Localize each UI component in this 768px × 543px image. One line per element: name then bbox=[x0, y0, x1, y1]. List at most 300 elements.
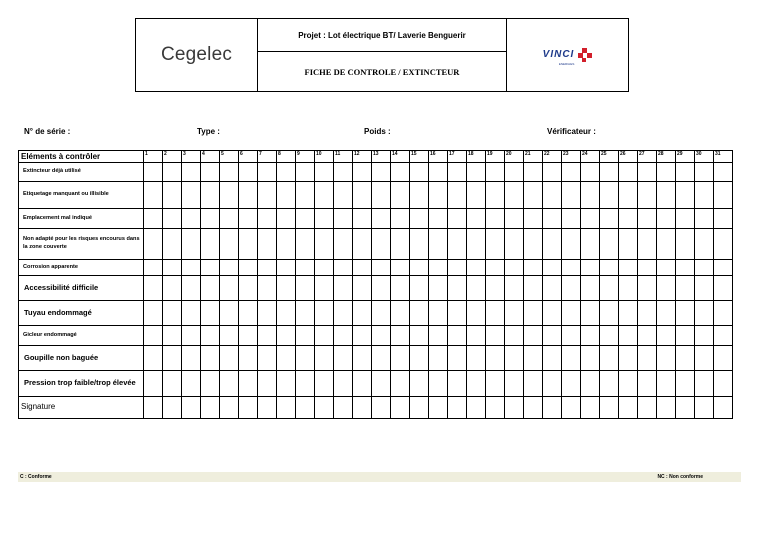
check-cell[interactable] bbox=[619, 229, 638, 260]
check-cell[interactable] bbox=[657, 276, 676, 301]
check-cell[interactable] bbox=[239, 301, 258, 326]
check-cell[interactable] bbox=[334, 397, 353, 419]
check-cell[interactable] bbox=[315, 260, 334, 276]
check-cell[interactable] bbox=[372, 260, 391, 276]
check-cell[interactable] bbox=[543, 346, 562, 371]
check-cell[interactable] bbox=[581, 229, 600, 260]
check-cell[interactable] bbox=[695, 229, 714, 260]
check-cell[interactable] bbox=[391, 276, 410, 301]
check-cell[interactable] bbox=[562, 182, 581, 209]
check-cell[interactable] bbox=[486, 301, 505, 326]
check-cell[interactable] bbox=[467, 276, 486, 301]
check-cell[interactable] bbox=[144, 371, 163, 397]
check-cell[interactable] bbox=[467, 209, 486, 229]
check-cell[interactable] bbox=[543, 209, 562, 229]
check-cell[interactable] bbox=[353, 371, 372, 397]
check-cell[interactable] bbox=[410, 276, 429, 301]
check-cell[interactable] bbox=[448, 229, 467, 260]
check-cell[interactable] bbox=[619, 276, 638, 301]
check-cell[interactable] bbox=[448, 346, 467, 371]
check-cell[interactable] bbox=[391, 163, 410, 182]
check-cell[interactable] bbox=[619, 182, 638, 209]
check-cell[interactable] bbox=[524, 326, 543, 346]
check-cell[interactable] bbox=[524, 209, 543, 229]
check-cell[interactable] bbox=[695, 276, 714, 301]
check-cell[interactable] bbox=[391, 346, 410, 371]
check-cell[interactable] bbox=[676, 209, 695, 229]
check-cell[interactable] bbox=[467, 371, 486, 397]
check-cell[interactable] bbox=[543, 229, 562, 260]
check-cell[interactable] bbox=[638, 371, 657, 397]
check-cell[interactable] bbox=[638, 326, 657, 346]
check-cell[interactable] bbox=[277, 209, 296, 229]
check-cell[interactable] bbox=[486, 229, 505, 260]
check-cell[interactable] bbox=[334, 209, 353, 229]
check-cell[interactable] bbox=[714, 260, 733, 276]
check-cell[interactable] bbox=[144, 397, 163, 419]
check-cell[interactable] bbox=[600, 301, 619, 326]
check-cell[interactable] bbox=[486, 397, 505, 419]
check-cell[interactable] bbox=[220, 182, 239, 209]
check-cell[interactable] bbox=[334, 276, 353, 301]
check-cell[interactable] bbox=[448, 371, 467, 397]
check-cell[interactable] bbox=[714, 182, 733, 209]
check-cell[interactable] bbox=[258, 326, 277, 346]
check-cell[interactable] bbox=[353, 326, 372, 346]
check-cell[interactable] bbox=[296, 301, 315, 326]
check-cell[interactable] bbox=[201, 371, 220, 397]
check-cell[interactable] bbox=[315, 301, 334, 326]
check-cell[interactable] bbox=[296, 229, 315, 260]
check-cell[interactable] bbox=[258, 260, 277, 276]
check-cell[interactable] bbox=[258, 209, 277, 229]
check-cell[interactable] bbox=[201, 346, 220, 371]
check-cell[interactable] bbox=[581, 346, 600, 371]
check-cell[interactable] bbox=[429, 326, 448, 346]
check-cell[interactable] bbox=[258, 346, 277, 371]
check-cell[interactable] bbox=[334, 371, 353, 397]
check-cell[interactable] bbox=[163, 397, 182, 419]
check-cell[interactable] bbox=[676, 326, 695, 346]
check-cell[interactable] bbox=[410, 182, 429, 209]
check-cell[interactable] bbox=[695, 301, 714, 326]
check-cell[interactable] bbox=[429, 346, 448, 371]
check-cell[interactable] bbox=[410, 301, 429, 326]
check-cell[interactable] bbox=[220, 301, 239, 326]
check-cell[interactable] bbox=[657, 326, 676, 346]
check-cell[interactable] bbox=[182, 326, 201, 346]
check-cell[interactable] bbox=[543, 163, 562, 182]
check-cell[interactable] bbox=[486, 371, 505, 397]
check-cell[interactable] bbox=[467, 163, 486, 182]
check-cell[interactable] bbox=[581, 276, 600, 301]
check-cell[interactable] bbox=[353, 260, 372, 276]
check-cell[interactable] bbox=[714, 346, 733, 371]
check-cell[interactable] bbox=[353, 209, 372, 229]
check-cell[interactable] bbox=[163, 276, 182, 301]
check-cell[interactable] bbox=[600, 346, 619, 371]
check-cell[interactable] bbox=[410, 346, 429, 371]
check-cell[interactable] bbox=[486, 163, 505, 182]
check-cell[interactable] bbox=[201, 163, 220, 182]
check-cell[interactable] bbox=[391, 326, 410, 346]
check-cell[interactable] bbox=[372, 182, 391, 209]
check-cell[interactable] bbox=[277, 301, 296, 326]
check-cell[interactable] bbox=[258, 229, 277, 260]
check-cell[interactable] bbox=[657, 301, 676, 326]
check-cell[interactable] bbox=[638, 209, 657, 229]
check-cell[interactable] bbox=[543, 276, 562, 301]
check-cell[interactable] bbox=[581, 260, 600, 276]
check-cell[interactable] bbox=[695, 371, 714, 397]
check-cell[interactable] bbox=[391, 397, 410, 419]
check-cell[interactable] bbox=[562, 276, 581, 301]
check-cell[interactable] bbox=[258, 371, 277, 397]
check-cell[interactable] bbox=[372, 397, 391, 419]
check-cell[interactable] bbox=[239, 229, 258, 260]
check-cell[interactable] bbox=[182, 276, 201, 301]
check-cell[interactable] bbox=[258, 301, 277, 326]
check-cell[interactable] bbox=[581, 209, 600, 229]
check-cell[interactable] bbox=[296, 371, 315, 397]
check-cell[interactable] bbox=[600, 326, 619, 346]
check-cell[interactable] bbox=[524, 260, 543, 276]
check-cell[interactable] bbox=[163, 209, 182, 229]
check-cell[interactable] bbox=[239, 209, 258, 229]
check-cell[interactable] bbox=[448, 397, 467, 419]
check-cell[interactable] bbox=[296, 276, 315, 301]
check-cell[interactable] bbox=[277, 326, 296, 346]
check-cell[interactable] bbox=[163, 301, 182, 326]
check-cell[interactable] bbox=[562, 346, 581, 371]
check-cell[interactable] bbox=[505, 397, 524, 419]
check-cell[interactable] bbox=[429, 260, 448, 276]
check-cell[interactable] bbox=[505, 209, 524, 229]
check-cell[interactable] bbox=[201, 276, 220, 301]
check-cell[interactable] bbox=[258, 276, 277, 301]
check-cell[interactable] bbox=[467, 326, 486, 346]
check-cell[interactable] bbox=[543, 397, 562, 419]
check-cell[interactable] bbox=[581, 326, 600, 346]
check-cell[interactable] bbox=[353, 346, 372, 371]
check-cell[interactable] bbox=[505, 163, 524, 182]
check-cell[interactable] bbox=[182, 163, 201, 182]
check-cell[interactable] bbox=[353, 163, 372, 182]
check-cell[interactable] bbox=[505, 182, 524, 209]
check-cell[interactable] bbox=[505, 229, 524, 260]
check-cell[interactable] bbox=[657, 397, 676, 419]
check-cell[interactable] bbox=[524, 182, 543, 209]
check-cell[interactable] bbox=[581, 397, 600, 419]
check-cell[interactable] bbox=[201, 326, 220, 346]
check-cell[interactable] bbox=[600, 182, 619, 209]
check-cell[interactable] bbox=[600, 397, 619, 419]
check-cell[interactable] bbox=[201, 397, 220, 419]
check-cell[interactable] bbox=[467, 346, 486, 371]
check-cell[interactable] bbox=[201, 260, 220, 276]
check-cell[interactable] bbox=[334, 346, 353, 371]
check-cell[interactable] bbox=[410, 260, 429, 276]
check-cell[interactable] bbox=[391, 371, 410, 397]
check-cell[interactable] bbox=[714, 301, 733, 326]
check-cell[interactable] bbox=[220, 209, 239, 229]
check-cell[interactable] bbox=[638, 163, 657, 182]
check-cell[interactable] bbox=[220, 276, 239, 301]
check-cell[interactable] bbox=[315, 371, 334, 397]
check-cell[interactable] bbox=[239, 326, 258, 346]
check-cell[interactable] bbox=[448, 182, 467, 209]
check-cell[interactable] bbox=[372, 301, 391, 326]
check-cell[interactable] bbox=[410, 371, 429, 397]
check-cell[interactable] bbox=[372, 276, 391, 301]
check-cell[interactable] bbox=[505, 260, 524, 276]
check-cell[interactable] bbox=[163, 326, 182, 346]
check-cell[interactable] bbox=[714, 163, 733, 182]
check-cell[interactable] bbox=[277, 346, 296, 371]
check-cell[interactable] bbox=[372, 346, 391, 371]
check-cell[interactable] bbox=[163, 229, 182, 260]
check-cell[interactable] bbox=[144, 260, 163, 276]
check-cell[interactable] bbox=[600, 276, 619, 301]
check-cell[interactable] bbox=[657, 346, 676, 371]
check-cell[interactable] bbox=[239, 163, 258, 182]
check-cell[interactable] bbox=[182, 397, 201, 419]
check-cell[interactable] bbox=[543, 371, 562, 397]
check-cell[interactable] bbox=[676, 397, 695, 419]
check-cell[interactable] bbox=[372, 371, 391, 397]
check-cell[interactable] bbox=[562, 397, 581, 419]
check-cell[interactable] bbox=[144, 229, 163, 260]
check-cell[interactable] bbox=[258, 182, 277, 209]
check-cell[interactable] bbox=[239, 371, 258, 397]
check-cell[interactable] bbox=[467, 229, 486, 260]
check-cell[interactable] bbox=[410, 397, 429, 419]
check-cell[interactable] bbox=[182, 182, 201, 209]
check-cell[interactable] bbox=[258, 397, 277, 419]
check-cell[interactable] bbox=[410, 209, 429, 229]
check-cell[interactable] bbox=[695, 326, 714, 346]
check-cell[interactable] bbox=[391, 182, 410, 209]
check-cell[interactable] bbox=[429, 301, 448, 326]
check-cell[interactable] bbox=[638, 346, 657, 371]
check-cell[interactable] bbox=[486, 346, 505, 371]
check-cell[interactable] bbox=[695, 182, 714, 209]
check-cell[interactable] bbox=[657, 229, 676, 260]
check-cell[interactable] bbox=[657, 260, 676, 276]
check-cell[interactable] bbox=[296, 260, 315, 276]
check-cell[interactable] bbox=[505, 301, 524, 326]
check-cell[interactable] bbox=[315, 346, 334, 371]
check-cell[interactable] bbox=[277, 229, 296, 260]
check-cell[interactable] bbox=[695, 397, 714, 419]
check-cell[interactable] bbox=[372, 163, 391, 182]
check-cell[interactable] bbox=[505, 276, 524, 301]
check-cell[interactable] bbox=[353, 397, 372, 419]
check-cell[interactable] bbox=[144, 276, 163, 301]
check-cell[interactable] bbox=[524, 301, 543, 326]
check-cell[interactable] bbox=[296, 326, 315, 346]
check-cell[interactable] bbox=[638, 229, 657, 260]
check-cell[interactable] bbox=[353, 276, 372, 301]
check-cell[interactable] bbox=[714, 229, 733, 260]
check-cell[interactable] bbox=[296, 346, 315, 371]
check-cell[interactable] bbox=[372, 209, 391, 229]
check-cell[interactable] bbox=[277, 276, 296, 301]
check-cell[interactable] bbox=[315, 163, 334, 182]
check-cell[interactable] bbox=[714, 371, 733, 397]
check-cell[interactable] bbox=[467, 260, 486, 276]
check-cell[interactable] bbox=[391, 260, 410, 276]
check-cell[interactable] bbox=[315, 276, 334, 301]
check-cell[interactable] bbox=[163, 346, 182, 371]
check-cell[interactable] bbox=[695, 260, 714, 276]
check-cell[interactable] bbox=[353, 182, 372, 209]
check-cell[interactable] bbox=[315, 209, 334, 229]
check-cell[interactable] bbox=[429, 182, 448, 209]
check-cell[interactable] bbox=[429, 229, 448, 260]
check-cell[interactable] bbox=[410, 326, 429, 346]
check-cell[interactable] bbox=[201, 182, 220, 209]
check-cell[interactable] bbox=[144, 326, 163, 346]
check-cell[interactable] bbox=[410, 163, 429, 182]
check-cell[interactable] bbox=[296, 209, 315, 229]
check-cell[interactable] bbox=[334, 163, 353, 182]
check-cell[interactable] bbox=[334, 326, 353, 346]
check-cell[interactable] bbox=[562, 209, 581, 229]
check-cell[interactable] bbox=[505, 326, 524, 346]
check-cell[interactable] bbox=[676, 301, 695, 326]
check-cell[interactable] bbox=[638, 301, 657, 326]
check-cell[interactable] bbox=[144, 182, 163, 209]
check-cell[interactable] bbox=[429, 276, 448, 301]
check-cell[interactable] bbox=[448, 301, 467, 326]
check-cell[interactable] bbox=[429, 371, 448, 397]
check-cell[interactable] bbox=[657, 182, 676, 209]
check-cell[interactable] bbox=[619, 260, 638, 276]
check-cell[interactable] bbox=[486, 276, 505, 301]
check-cell[interactable] bbox=[220, 229, 239, 260]
check-cell[interactable] bbox=[220, 371, 239, 397]
check-cell[interactable] bbox=[429, 163, 448, 182]
check-cell[interactable] bbox=[201, 209, 220, 229]
check-cell[interactable] bbox=[182, 209, 201, 229]
check-cell[interactable] bbox=[201, 301, 220, 326]
check-cell[interactable] bbox=[524, 163, 543, 182]
check-cell[interactable] bbox=[619, 301, 638, 326]
check-cell[interactable] bbox=[448, 209, 467, 229]
check-cell[interactable] bbox=[239, 346, 258, 371]
check-cell[interactable] bbox=[600, 163, 619, 182]
check-cell[interactable] bbox=[315, 182, 334, 209]
check-cell[interactable] bbox=[619, 326, 638, 346]
check-cell[interactable] bbox=[486, 326, 505, 346]
check-cell[interactable] bbox=[220, 397, 239, 419]
check-cell[interactable] bbox=[676, 229, 695, 260]
check-cell[interactable] bbox=[543, 260, 562, 276]
check-cell[interactable] bbox=[296, 182, 315, 209]
check-cell[interactable] bbox=[524, 229, 543, 260]
check-cell[interactable] bbox=[239, 260, 258, 276]
check-cell[interactable] bbox=[448, 326, 467, 346]
check-cell[interactable] bbox=[315, 397, 334, 419]
check-cell[interactable] bbox=[391, 301, 410, 326]
check-cell[interactable] bbox=[676, 371, 695, 397]
check-cell[interactable] bbox=[600, 209, 619, 229]
check-cell[interactable] bbox=[676, 260, 695, 276]
check-cell[interactable] bbox=[239, 276, 258, 301]
check-cell[interactable] bbox=[182, 371, 201, 397]
check-cell[interactable] bbox=[163, 260, 182, 276]
check-cell[interactable] bbox=[334, 301, 353, 326]
check-cell[interactable] bbox=[182, 301, 201, 326]
check-cell[interactable] bbox=[581, 163, 600, 182]
check-cell[interactable] bbox=[163, 371, 182, 397]
check-cell[interactable] bbox=[562, 163, 581, 182]
check-cell[interactable] bbox=[486, 182, 505, 209]
check-cell[interactable] bbox=[410, 229, 429, 260]
check-cell[interactable] bbox=[619, 397, 638, 419]
check-cell[interactable] bbox=[695, 163, 714, 182]
check-cell[interactable] bbox=[391, 209, 410, 229]
check-cell[interactable] bbox=[524, 397, 543, 419]
check-cell[interactable] bbox=[429, 397, 448, 419]
check-cell[interactable] bbox=[505, 346, 524, 371]
check-cell[interactable] bbox=[277, 397, 296, 419]
check-cell[interactable] bbox=[467, 182, 486, 209]
check-cell[interactable] bbox=[619, 371, 638, 397]
check-cell[interactable] bbox=[714, 397, 733, 419]
check-cell[interactable] bbox=[638, 397, 657, 419]
check-cell[interactable] bbox=[353, 229, 372, 260]
check-cell[interactable] bbox=[638, 276, 657, 301]
check-cell[interactable] bbox=[581, 182, 600, 209]
check-cell[interactable] bbox=[277, 182, 296, 209]
check-cell[interactable] bbox=[372, 229, 391, 260]
check-cell[interactable] bbox=[619, 163, 638, 182]
check-cell[interactable] bbox=[581, 371, 600, 397]
check-cell[interactable] bbox=[562, 301, 581, 326]
check-cell[interactable] bbox=[448, 163, 467, 182]
check-cell[interactable] bbox=[638, 182, 657, 209]
check-cell[interactable] bbox=[524, 371, 543, 397]
check-cell[interactable] bbox=[562, 371, 581, 397]
check-cell[interactable] bbox=[657, 163, 676, 182]
check-cell[interactable] bbox=[714, 276, 733, 301]
check-cell[interactable] bbox=[486, 260, 505, 276]
check-cell[interactable] bbox=[448, 260, 467, 276]
check-cell[interactable] bbox=[429, 209, 448, 229]
check-cell[interactable] bbox=[220, 260, 239, 276]
check-cell[interactable] bbox=[543, 326, 562, 346]
check-cell[interactable] bbox=[144, 301, 163, 326]
check-cell[interactable] bbox=[220, 326, 239, 346]
check-cell[interactable] bbox=[144, 163, 163, 182]
check-cell[interactable] bbox=[676, 346, 695, 371]
check-cell[interactable] bbox=[315, 326, 334, 346]
check-cell[interactable] bbox=[676, 182, 695, 209]
check-cell[interactable] bbox=[182, 346, 201, 371]
check-cell[interactable] bbox=[448, 276, 467, 301]
check-cell[interactable] bbox=[467, 301, 486, 326]
check-cell[interactable] bbox=[676, 163, 695, 182]
check-cell[interactable] bbox=[296, 163, 315, 182]
check-cell[interactable] bbox=[277, 371, 296, 397]
check-cell[interactable] bbox=[163, 182, 182, 209]
check-cell[interactable] bbox=[467, 397, 486, 419]
check-cell[interactable] bbox=[220, 163, 239, 182]
check-cell[interactable] bbox=[657, 209, 676, 229]
check-cell[interactable] bbox=[562, 229, 581, 260]
